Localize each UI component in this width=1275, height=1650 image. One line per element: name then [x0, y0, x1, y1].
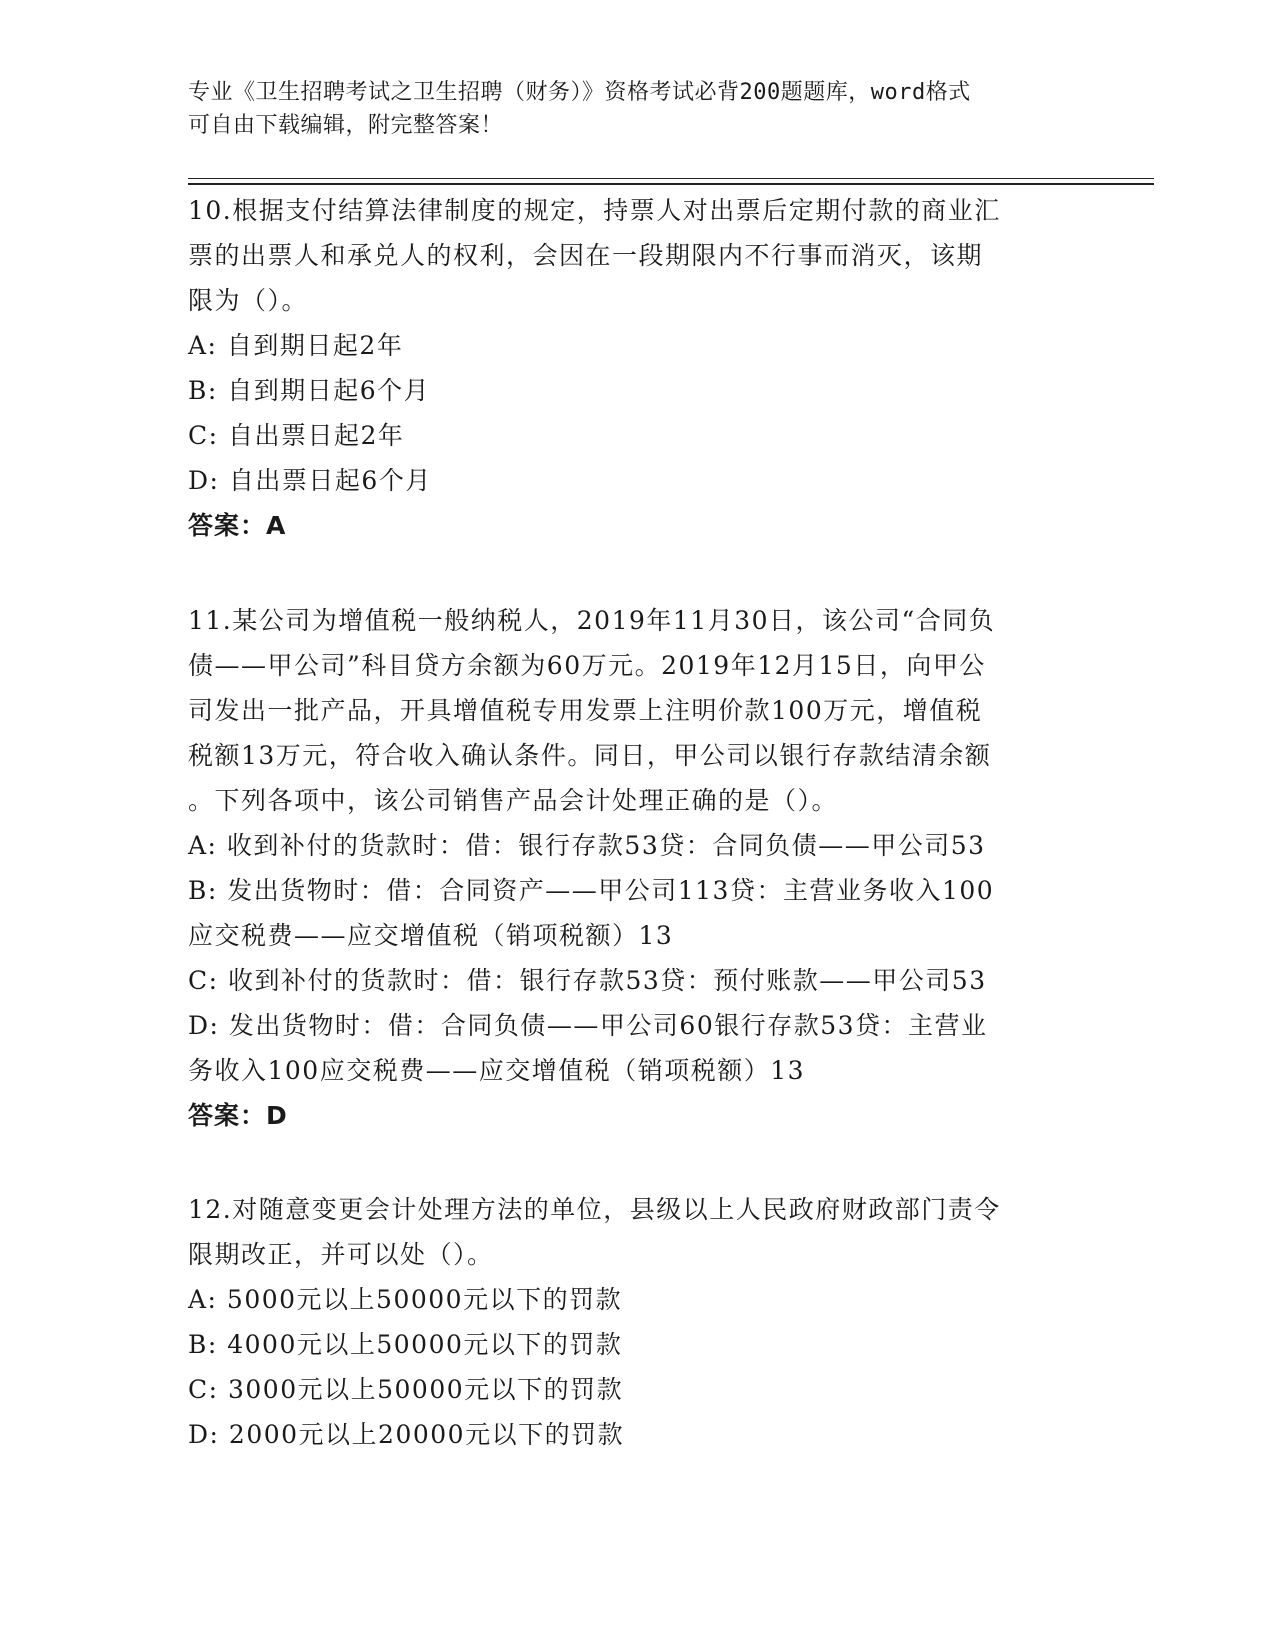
- option-a: A: 自到期日起2年: [188, 331, 404, 360]
- question-stem-line: 限为（）。: [188, 286, 309, 315]
- option-c: C: 收到补付的货款时：借：银行存款53贷：预付账款——甲公司53: [188, 966, 987, 995]
- option-c: C: 自出票日起2年: [188, 421, 405, 450]
- option-d: D: 自出票日起6个月: [188, 466, 432, 495]
- question-stem-line: 12.对随意变更会计处理方法的单位，县级以上人民政府财政部门责令: [188, 1195, 1001, 1224]
- question-stem-line: 票的出票人和承兑人的权利，会因在一段期限内不行事而消灭，该期: [188, 241, 984, 270]
- header-divider-thin: [188, 178, 1154, 179]
- answer-label: 答案：A: [188, 511, 287, 540]
- option-b: B: 自到期日起6个月: [188, 376, 431, 405]
- option-d: D: 2000元以上20000元以下的罚款: [188, 1420, 625, 1449]
- option-a: A: 收到补付的货款时：借：银行存款53贷：合同负债——甲公司53: [188, 831, 986, 860]
- question-stem-line: 11.某公司为增值税一般纳税人，2019年11月30日，该公司“合同负: [188, 606, 996, 635]
- option-b: B: 发出货物时：借：合同资产——甲公司113贷：主营业务收入100: [188, 876, 995, 905]
- question-stem-line: 债——甲公司”科目贷方余额为60万元。2019年12月15日，向甲公: [188, 651, 986, 680]
- question-11: [188, 598, 1088, 1138]
- option-c: C: 3000元以上50000元以下的罚款: [188, 1375, 624, 1404]
- header-title-line-1: 专业《卫生招聘考试之卫生招聘（财务）》资格考试必背200题题库，word格式: [188, 80, 971, 105]
- option-d-continuation: 务收入100应交税费——应交增值税（销项税额）13: [188, 1056, 806, 1085]
- option-b-continuation: 应交税费——应交增值税（销项税额）13: [188, 921, 674, 950]
- question-stem-line: 司发出一批产品，开具增值税专用发票上注明价款100万元，增值税: [188, 696, 983, 725]
- document-header: [188, 76, 1068, 142]
- header-divider-thick: [188, 183, 1154, 185]
- option-d: D: 发出货物时：借：合同负债——甲公司60银行存款53贷：主营业: [188, 1011, 988, 1040]
- question-stem-line: 税额13万元，符合收入确认条件。同日，甲公司以银行存款结清余额: [188, 741, 992, 770]
- question-10: [188, 188, 1088, 548]
- answer-label: 答案：D: [188, 1101, 288, 1130]
- option-b: B: 4000元以上50000元以下的罚款: [188, 1330, 623, 1359]
- question-stem-line: 限期改正，并可以处（）。: [188, 1240, 494, 1269]
- option-a: A: 5000元以上50000元以下的罚款: [188, 1285, 623, 1314]
- question-stem-line: 10.根据支付结算法律制度的规定，持票人对出票后定期付款的商业汇: [188, 196, 1001, 225]
- header-title-line-2: 可自由下载编辑，附完整答案！: [188, 113, 504, 138]
- question-stem-line: 。下列各项中，该公司销售产品会计处理正确的是（）。: [188, 786, 839, 815]
- question-12: [188, 1187, 1088, 1457]
